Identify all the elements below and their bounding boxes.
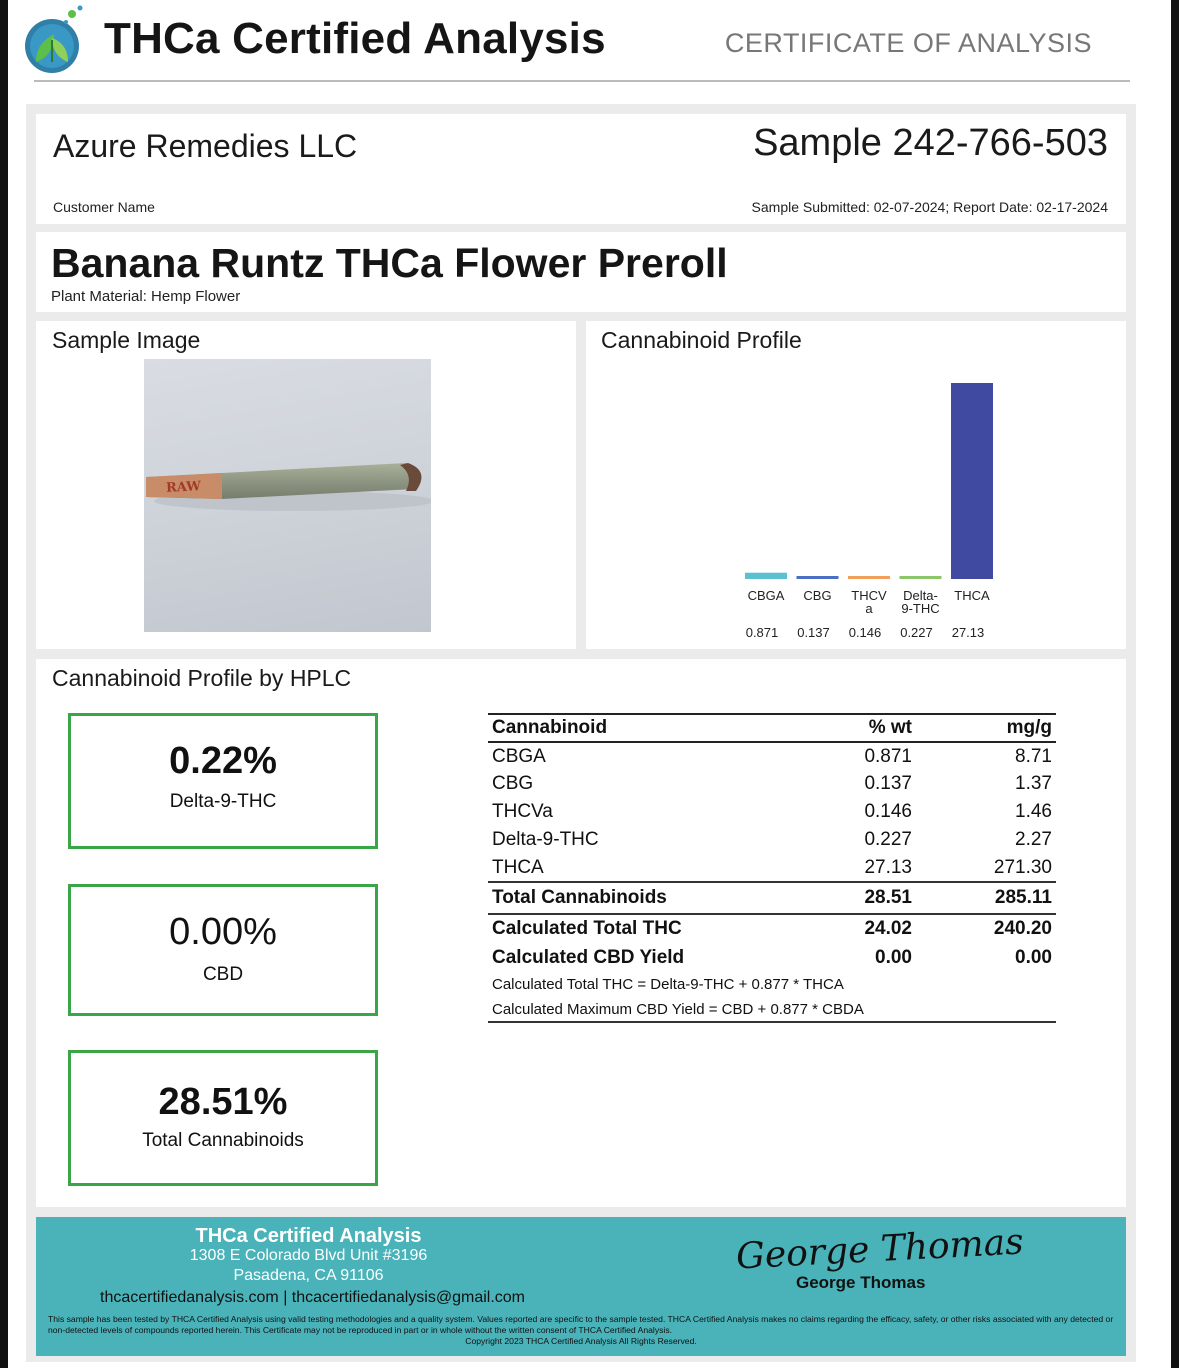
row-mg: 8.71 bbox=[1015, 745, 1052, 767]
lab-name: THCa Certified Analysis bbox=[195, 1225, 422, 1247]
delta9-summary-value: 0.22% bbox=[169, 740, 277, 782]
table-row bbox=[488, 826, 1056, 854]
total-row bbox=[488, 882, 1056, 914]
category-label: CBG bbox=[803, 588, 832, 603]
category-label: THCV bbox=[851, 588, 887, 603]
product-panel bbox=[36, 232, 1126, 312]
col-mg-g: mg/g bbox=[936, 714, 1056, 742]
value-label: 27.13 bbox=[951, 625, 985, 640]
cbd-summary-box bbox=[68, 884, 378, 1016]
row-pct: 27.13 bbox=[864, 856, 912, 878]
value-label: 0.146 bbox=[848, 625, 882, 640]
hplc-title: Cannabinoid Profile by HPLC bbox=[52, 665, 352, 691]
row-mg: 1.37 bbox=[1015, 773, 1052, 794]
disclaimer-text: This sample has been tested by THCA Certified Analysis using valid testing methodologies and a quality system. Values reported are specific to the sample tested. THCA Certified Analysis makes no claims regarding the efficacy, safety, or other risks associated with any detected or non-detected levels of compounds reported herein. This Certificate may not be reproduced in part or in whole without the written consent of THCA Certified Analysis. bbox=[48, 1314, 1114, 1335]
total-name: Total Cannabinoids bbox=[488, 882, 816, 914]
table-header-row bbox=[488, 714, 1056, 742]
value-label: 0.227 bbox=[900, 625, 933, 640]
category-label: 9-THC bbox=[901, 601, 940, 616]
category-label: THCA bbox=[954, 588, 990, 603]
row-mg: 1.46 bbox=[1015, 801, 1052, 822]
raw-paper-logo: RAW bbox=[165, 479, 202, 496]
row-mg: 271.30 bbox=[993, 856, 1052, 878]
signatory-name: George Thomas bbox=[796, 1273, 926, 1292]
sample-image-panel bbox=[36, 321, 576, 649]
category-label: CBGA bbox=[747, 588, 785, 603]
formula-thc-note: Calculated Total THC = Delta-9-THC + 0.877 * THCA bbox=[492, 976, 844, 993]
row-pct: 0.871 bbox=[864, 745, 912, 767]
sample-image-title: Sample Image bbox=[52, 327, 201, 353]
copyright-text: Copyright 2023 THCA Certified Analysis All Rights Reserved. bbox=[465, 1336, 697, 1346]
row-name: Delta-9-THC bbox=[492, 829, 599, 850]
row-name: THCVa bbox=[492, 801, 553, 822]
calc-thc-pct: 24.02 bbox=[864, 918, 912, 939]
calc-thc-name: Calculated Total THC bbox=[492, 918, 682, 939]
formula-note-row bbox=[488, 997, 1056, 1022]
chart-title: Cannabinoid Profile bbox=[601, 327, 802, 353]
table-row bbox=[488, 854, 1056, 882]
cannabinoid-bar-chart bbox=[586, 321, 1126, 649]
table-row bbox=[488, 742, 1056, 770]
calc-cbd-pct: 0.00 bbox=[875, 946, 912, 968]
value-label: 0.137 bbox=[797, 625, 830, 640]
bar-cbg bbox=[797, 576, 839, 579]
screen-edge-left bbox=[0, 0, 8, 1368]
customer-name-label: Customer Name bbox=[53, 199, 155, 215]
total-summary-label: Total Cannabinoids bbox=[142, 1130, 304, 1151]
product-name: Banana Runtz THCa Flower Preroll bbox=[51, 240, 728, 286]
value-label: 0.871 bbox=[745, 625, 779, 640]
customer-panel bbox=[36, 114, 1126, 224]
category-label: Delta- bbox=[903, 588, 938, 603]
row-mg: 2.27 bbox=[1015, 829, 1052, 850]
page-header bbox=[22, 0, 1132, 84]
row-pct: 0.227 bbox=[864, 829, 912, 850]
delta9-summary-box bbox=[68, 713, 378, 849]
table-row bbox=[488, 770, 1056, 798]
formula-cbd-note: Calculated Maximum CBD Yield = CBD + 0.877 * CBDA bbox=[488, 997, 1056, 1022]
category-label: a bbox=[865, 601, 873, 616]
plant-material: Plant Material: Hemp Flower bbox=[51, 288, 241, 305]
col-pct-wt: % wt bbox=[816, 714, 936, 742]
bar-thcva bbox=[848, 576, 890, 579]
bar-thca bbox=[951, 383, 993, 579]
formula-note-row bbox=[488, 972, 1056, 997]
cbd-summary-value: 0.00% bbox=[169, 911, 277, 953]
row-name: THCA bbox=[492, 856, 544, 878]
header-divider bbox=[34, 80, 1130, 82]
bar-delta-9-thc bbox=[900, 576, 942, 579]
screen-edge-right bbox=[1171, 0, 1179, 1368]
col-cannabinoid: Cannabinoid bbox=[488, 714, 816, 742]
calc-thc-mg: 240.20 bbox=[993, 918, 1052, 939]
lab-address-line2: Pasadena, CA 91106 bbox=[233, 1267, 384, 1284]
calc-cbd-mg: 0.00 bbox=[1015, 946, 1052, 968]
calc-cbd-name: Calculated CBD Yield bbox=[492, 946, 685, 968]
row-name: CBG bbox=[492, 773, 534, 794]
lab-address-line1: 1308 E Colorado Blvd Unit #3196 bbox=[189, 1247, 428, 1264]
row-pct: 0.137 bbox=[864, 773, 912, 794]
total-summary-box bbox=[68, 1050, 378, 1186]
total-pct: 28.51 bbox=[816, 882, 936, 914]
row-name: CBGA bbox=[492, 745, 546, 767]
brand-title: THCa Certified Analysis bbox=[104, 14, 606, 63]
results-table bbox=[488, 713, 1056, 1023]
document-type: CERTIFICATE OF ANALYSIS bbox=[724, 28, 1092, 58]
calc-thc-row bbox=[488, 914, 1056, 943]
table-row bbox=[488, 798, 1056, 826]
customer-name: Azure Remedies LLC bbox=[53, 128, 358, 164]
sample-id: Sample 242-766-503 bbox=[753, 122, 1108, 164]
calc-cbd-row bbox=[488, 943, 1056, 972]
row-pct: 0.146 bbox=[864, 801, 912, 822]
hplc-panel bbox=[36, 659, 1126, 1207]
lab-footer bbox=[36, 1217, 1126, 1356]
report-dates: Sample Submitted: 02-07-2024; Report Date: 02-17-2024 bbox=[751, 199, 1108, 215]
delta9-summary-label: Delta-9-THC bbox=[169, 791, 277, 812]
flask-leaf-icon bbox=[22, 4, 88, 76]
preroll-image bbox=[144, 359, 431, 632]
total-mg: 285.11 bbox=[936, 882, 1056, 914]
cbd-summary-label: CBD bbox=[202, 964, 244, 985]
signature-image: George Thomas bbox=[735, 1221, 1025, 1278]
cannabinoid-chart-panel bbox=[586, 321, 1126, 649]
lab-contact: thcacertifiedanalysis.com | thcacertifiedanalysis@gmail.com bbox=[100, 1289, 526, 1306]
sample-photo bbox=[144, 359, 431, 632]
bar-cbga bbox=[745, 573, 787, 579]
total-summary-value: 28.51% bbox=[158, 1081, 288, 1123]
